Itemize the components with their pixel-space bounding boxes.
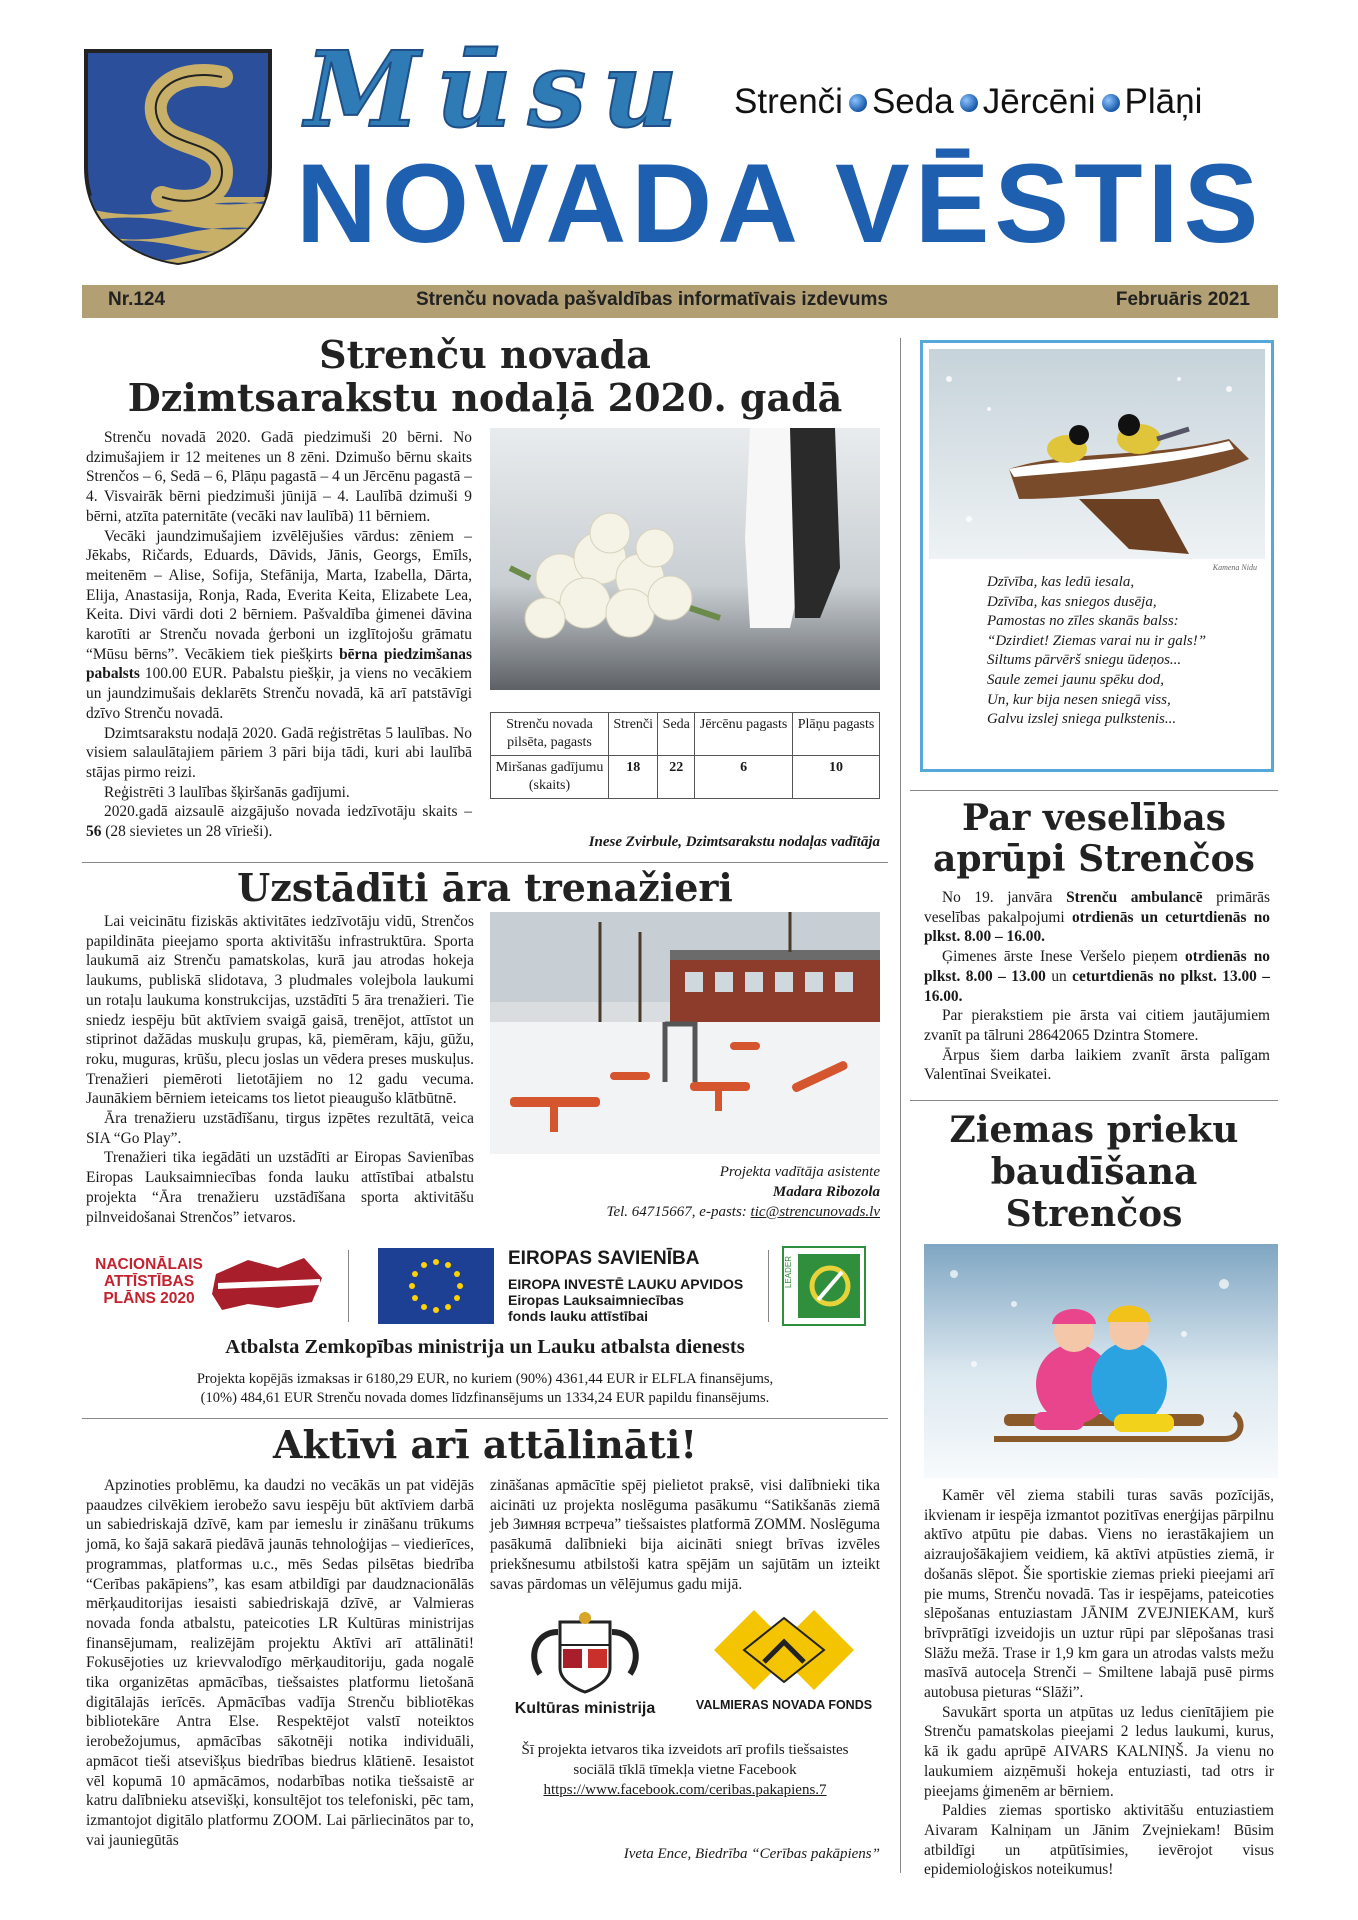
text: (28 sievietes un 28 vīrieši). [105,823,273,841]
publication-name: Strenču novada pašvaldības informatīvais izdevums [416,289,888,310]
titmice-photo [929,349,1265,559]
text: un [1051,967,1067,985]
coat-of-arms [82,47,274,267]
headline-trainers: Uzstādīti āra trenažieri [237,865,733,910]
paragraph [86,802,472,841]
poem-line: Saule zemei jaunu spēku dod, [987,671,1165,688]
text: 100.00 EUR. Pabalstu piešķir, ja viens no vecākiem un jaundzimušais deklarēts Strenču novadā, kā arī patstāvīgi dzīvo Strenču novadā. [86,665,472,722]
facebook-link[interactable]: https://www.facebook.com/ceribas.pakapiens.7 [543,1782,827,1798]
paragraph: zināšanas apmācītie spēj pielietot praksē, visi dalībnieki tika aicināti uz projekta noslēguma pasākumu “Satikšanās ziemā jeb Зимняя встреча” tiešsaistes platformā ZOMM. Noslēguma pasākumā dalībnieki bija aicināti sniegt brīvas izvēles priekšnesumu atbilstoši katra spējām un sajūtām un izteikt savas pārdomas un vēlējumus gadu mijā. [490,1477,880,1593]
headline-line: Strenčos [1005,1192,1183,1235]
text: Vecāki jaundzimušajiem izvēlējušies vārdus: zēniem – Jēkabs, Ričards, Eduards, Dāvids, Jānis, Georgs, Emīls, meitenēm – Alise, Sofija, Stefānija, Marta, Izabella, Dārta, Elija, Anastasija, Ronja, Rada, Everita Keita, Elizabete Lea, Keita. Divi vārdi doti 2 bērniem. Pašvaldība ģimenei dāvina karotīti ar Strenču novada ģerboni un izglītojošu grāmatu “Mūsu bērns”. Vecākiem tiek piešķirts [86,527,472,663]
cost-line: Projekta kopējās izmaksas ir 6180,29 EUR, no kuriem (90%) 4361,44 EUR ir ELFLA finansējums, [196,1371,774,1387]
place-seda: Seda [871,82,954,121]
eu-flag-icon [378,1248,494,1324]
poem-line: Dzīvība, kas sniegos dusēja, [987,593,1157,610]
section-divider [910,1100,1278,1101]
eu-line2: Eiropas Lauksaimniecības fonds lauku attīstībai [508,1292,684,1324]
headline-registry [82,334,888,420]
issue-bar [82,285,1278,318]
paragraph [86,527,472,724]
places-list [734,84,1202,119]
logo-divider [348,1250,349,1322]
section-divider [910,790,1278,791]
text: Ģimenes ārste Inese Veršelo pieņem [942,948,1178,966]
bold-text: otrdienās no plkst. 8.00 – 13.00 [924,948,1270,985]
nap-logo [90,1248,330,1323]
table-cell: 18 [609,756,658,799]
artist-signature: Kamena Nidu [1212,563,1257,572]
logo-divider [768,1250,769,1322]
paragraph: Ārpus šiem darba laikiem zvanīt ārsta palīgam Valentīnai Sveikatei. [924,1046,1270,1084]
masthead-title-main: NOVADA VĒSTIS [296,141,1264,266]
registry-body [86,428,472,842]
paragraph: Paldies ziemas sportisko aktivitāšu entuziastiem Aivaram Kalniņam un Jānim Zvejniekam! Būsim atbildīgi un atpūtīsimies, ievērojot visus epidemioloģiskos noteikumus! [924,1802,1274,1879]
headline-line: Ziemas prieku [949,1109,1239,1151]
remote-signature: Iveta Ence, Biedrība “Cerības pakāpiens” [623,1846,880,1862]
paragraph [924,888,1270,947]
poem-line: Dzīvība, kas ledū iesala, [987,574,1135,590]
table-row-label: Miršanas gadījumu (skaits) [491,756,609,799]
paragraph: Kamēr vēl ziema stabili turas savās pozīcijās, ikvienam ir iespēja izmantot pozitīvas enerģijas pārpilnu aktīvo atpūtu pie dabas. Viens no ierastākajiem un aizraujošākajiem veidiem, kā aktīvi atpūsties ziemā, ir došanās slēpot. Šie sportiskie ziemas prieki pieejami arī pie mums, Strenču novadā. Tas ir iespējams, pateicoties slēpošanas entuziastam JĀNIM ZVEJNIEKAM, kurš brīvprātīgi izveidojis un uztur rūpi par slēpošanas trasi Slāžu mežā. Trase ir 1,9 km gara un atrodas valsts mežu masīvā autoceļa Strenči – Smiltene labajā pusē pirms autobusa pieturas “Slāži”. [924,1487,1274,1702]
paragraph: Reģistrēti 3 laulības šķiršanās gadījumi. [104,783,350,801]
valmiera-fund-logo [694,1604,874,1724]
remote-col2 [490,1476,880,1594]
contact-text: Tel. 64715667, e-pasts: [606,1204,747,1220]
winter-body [924,1486,1274,1880]
caption-contact [490,1202,880,1222]
remote-col1 [86,1476,474,1850]
bullet-icon [1102,94,1120,112]
table-header: Jērcēnu pagasts [695,713,793,756]
eu-title: EIROPAS SAVIENĪBA [508,1248,700,1269]
headline-remote: Aktīvi arī attālināti! [273,1422,697,1467]
bold-text: 56 [86,823,102,841]
mortality-table-wrap [490,712,880,799]
paragraph: Apzinoties problēmu, ka daudzi no vecākās un pat vidējās paaudzes cilvēkiem ierobežo savu iespēju būt aktīviem darbā un sabiedriskajā dzīvē, kam par iemeslu ir zināšanu trūkums jomā, ko šajā sakarā piedāvā jaunās tehnoloģijas – viedierīces, programmas, platformas u.c., mēs Sedas pilsētas biedrība “Cerības pakāpiens”, kas esam atbildīgi par daudznacionālās mērķauditorijas iesaisti sabiedriskajā dzīvē, ar Valmieras novada fonda atbalstu, pateicoties LR Kultūras ministrijas finansējumam, realizējām projektu Aktīvi arī attālināti! Fokusējoties uz krievvalodīgo mērķauditoriju, gada nogalē tika organizētas apmācības, tiešsaistes platformu lietošanā digitālajās ierīcēs. Apmācības vadīja Strenču bibliotēkas bibliotekāre Antra Else. Respektējot valstī noteiktos ierobežojumus, apmācības sākotnēji notika individuāli, apmācot tieši atsevišķus biedrības biedrus klātienē. Iesaistot vēl kopumā 10 apmācāmos, nodarbības notika tiešsaistē ar katru dalībnieku atsevišķi, konsultējot tos telefoniski, pēc tam, izmantojot digitālo platformu ZOOM. Lai pārliecinātos par to, vai jauniegūtās [86,1477,474,1849]
paragraph [924,947,1270,1006]
poem-line: Siltums pārvērš sniegu ūdeņos... [987,652,1182,669]
cost-line: (10%) 484,61 EUR Strenču novada domes līdzfinansējums un 1334,24 EUR papildu finansējums. [200,1390,770,1406]
section-divider [82,862,888,863]
poem-line: Galvu izslej sniega pulkstenis... [987,711,1177,728]
issue-date: Februāris 2021 [1115,289,1250,310]
bold-text: otrdienās un ceturtdienās no plkst. 8.00 – 16.00. [924,908,1270,946]
note-text: Šī projekta ietvaros tika izveidots arī profils tiešsaistes sociālā tīklā tīmekļa vietne Facebook [521,1742,849,1778]
cost-lines [82,1370,888,1408]
bold-text: Strenču ambulancē [1066,889,1203,906]
health-body [924,888,1270,1085]
table-cell: 6 [695,756,793,799]
issue-number: Nr.124 [108,289,166,310]
table-cell: 22 [658,756,695,799]
valmiera-fund-label: VALMIERAS NOVADA FONDS [695,1698,873,1712]
text: No 19. janvāra [942,889,1053,906]
poem-line: Un, kur bija nesen sniegā viss, [987,691,1171,708]
text: 2020.gadā aizsaulē aizgājušo novada iedzīvotāju skaits – [104,803,472,821]
poem-line: Pamostas no zīles skanās balss: [987,613,1179,630]
paragraph: Par pierakstiem pie ārsta vai citiem jautājumiem zvanīt pa tālruni 28642065 Dzintra Stomere. [924,1007,1270,1044]
table-header: Plāņu pagasts [793,713,880,756]
paragraph: Trenažieri tika iegādāti un uzstādīti ar Eiropas Savienības Eiropas Lauksaimniecības fonda lauku attīstībai atbalstu projekta “Āra trenažieru uzstādīšana sporta aktivitāšu pilnveidošanai Strenčos” ietvaros. [86,1149,474,1226]
masthead-title-top: Mūsu [305,28,694,151]
email-link[interactable]: tic@strencunovads.lv [750,1204,880,1220]
leader-logo [782,1246,866,1326]
trainers-body [86,912,474,1227]
caption-role: Projekta vadītāja asistente [719,1164,880,1180]
table-header: Strenču novada pilsēta, pagasts [491,713,609,756]
poem-line: “Dzirdiet! Ziemas varai nu ir gals!” [987,632,1207,649]
trainers-caption [490,1162,880,1222]
eu-line1: EIROPA INVESTĒ LAUKU APVIDOS [508,1276,744,1292]
support-line: Atbalsta Zemkopības ministrija un Lauku atbalsta dienests [225,1336,745,1358]
caption-name: Madara Ribozola [772,1184,880,1200]
headline-line: aprūpi Strenčos [933,837,1255,880]
wedding-bouquet-photo [490,428,880,690]
place-plani: Plāņi [1124,82,1203,121]
paragraph: Lai veicinātu fiziskās aktivitātes iedzīvotāju vidū, Strenčos papildināta pieejamo sporta aktivitāšu infrastruktūra. Sporta laukumā aiz Strenču pamatskolas, kurā jau atrodas hokeja laukums, publiskā slidotava, 3 pludmales volejbola laukumi un rotaļu laukuma konstrukcijas, uzstādīti 5 āra trenažieri. Tie sniedz iespēju būt aktīviem svaigā gaisā, trenējot, attīstot un stiprinot dažādas muskuļu grupas, kā, piemēram, kāju, gūžu, roku, muguras, krūšu, plecu joslas un vēdera preses muskuļus. Trenažieri piemēroti lietotājiem no 12 gadu vecuma. Jaunākiem bērniem ieteicams tos lietot pieaugušo klātbūtnē. [86,913,474,1108]
bold-text: ceturtdienās no plkst. 13.00 – 16.00. [924,967,1270,1005]
latvia-map-icon [208,1254,328,1316]
paragraph: Strenču novadā 2020. Gadā piedzimuši 20 bērni. No dzimušajiem ir 12 meitenes un 8 zēni. Dzimušo bērnu skaits Strenčos – 6, Sedā – 6, Plāņu pagastā – 4 un Jērcēnu pagastā – 4. Visvairāk bērni piedzimuši jūnijā – 4. Laulībā dzimuši 9 bērni, atzīta paternitāte (vecāki nav laulībā) 11 bērniem. [86,429,472,525]
headline-line: Par veselības [961,797,1227,839]
poem-frame [920,340,1274,772]
paragraph: Āra trenažieru uzstādīšanu, tirgus izpētes rezultātā, veica SIA “Go Play”. [86,1110,474,1147]
table-cell: 10 [793,756,880,799]
place-jerceni: Jērcēni [982,82,1096,121]
children-sledding-photo [924,1244,1278,1478]
bullet-icon [960,94,978,112]
paragraph: Savukārt sporta un atpūtas uz ledus cienītājiem pie Strenču pamatskolas pieejami 2 ledus laukumi, kurus, kā ik gadu aprūpē AIVARS KALNIŅŠ. Ja vienu no laukumiem aizņēmuši hokeja entuziasti, tad otrs ir pieejams ģimenēm ar bērniem. [924,1703,1274,1800]
headline-line: Dzimtsarakstu nodaļā 2020. gadā [127,374,843,420]
nap-label: NACIONĀLAIS ATTĪSTĪBAS PLĀNS 2020 [95,1256,203,1307]
eu-text [508,1248,768,1324]
outdoor-trainers-photo [490,912,880,1154]
culture-ministry-label: Kultūras ministrija [514,1700,656,1717]
bullet-icon [849,94,867,112]
column-divider [900,338,901,1873]
headline-line: Strenču novada [319,332,651,377]
registry-signature: Inese Zvirbule, Dzimtsarakstu nodaļas vadītāja [588,834,880,850]
headline-health [910,798,1278,879]
bold-text: bērna piedzimšanas pabalsts [86,645,472,683]
remote-note [500,1740,870,1800]
headline-winter [910,1110,1278,1235]
table-header: Strenči [609,713,658,756]
section-divider [82,1418,888,1419]
culture-ministry-logo [500,1612,670,1720]
leader-label: LEADER [784,1256,793,1289]
mortality-table [490,712,880,799]
place-strenci: Strenči [734,82,843,121]
headline-line: baudīšana [990,1150,1198,1193]
poem-text [987,573,1267,730]
text: primārās veselības pakalpojumi [924,889,1270,926]
paragraph: Dzimtsarakstu nodaļā 2020. Gadā reģistrētas 5 laulības. No visiem salaulātajiem pāriem 3 pāri bija tādi, kuri abi laulībā stājas pirmo reizi. [86,724,472,781]
table-header: Seda [658,713,695,756]
